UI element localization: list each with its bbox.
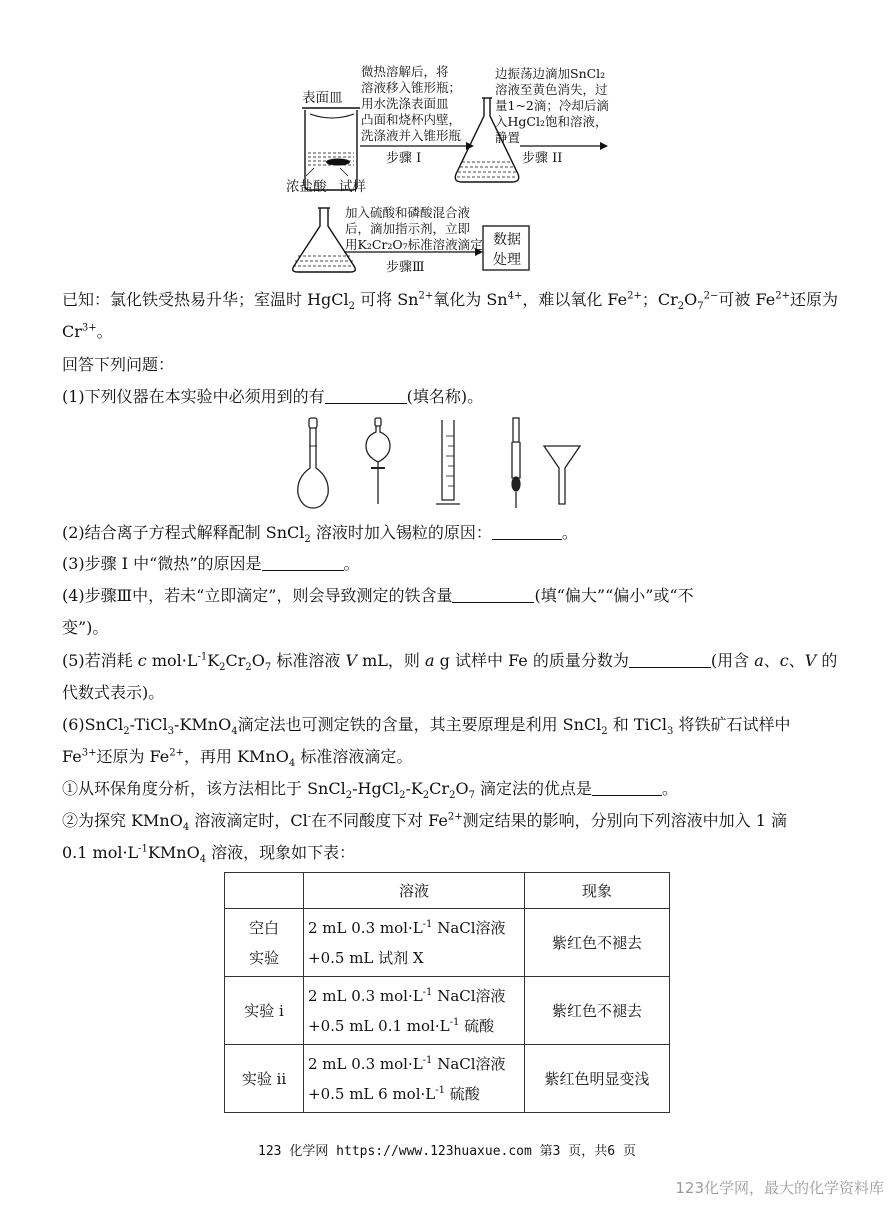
table-header-row: [225, 873, 670, 909]
answer-blank[interactable]: [452, 586, 534, 603]
table-cell-solution: 2 mL 0.3 $mol\cdot L^{-1}$ NaCl溶液 +0.5 mL 试剂 X: [304, 909, 525, 977]
question-3: (3)步骤 I 中“微热”的原因是 。: [62, 554, 360, 573]
answer-blank[interactable]: [592, 779, 662, 796]
question-5-line2: 代数式表示)。: [62, 683, 165, 702]
answer-blank[interactable]: [325, 387, 407, 404]
table-cell-observation: 紫红色不褪去: [525, 909, 670, 977]
step1-label: 步骤 I: [386, 151, 422, 166]
label-sample: 试样: [339, 179, 366, 195]
question-1: (1)下列仪器在本实验中必须用到的有 (填名称)。: [62, 387, 484, 406]
table-header-cell: 溶液: [304, 873, 525, 909]
question-6-2-line2: 0.1 $mol\cdot L^{-1}KMnO_4$ 溶液，现象如下表：: [62, 843, 356, 866]
funnel-icon: [544, 446, 580, 504]
step1-description: 微热溶解后，将 溶液移入锥形瓶； 用水洗涤表面皿 凸面和烧杯内壁， 洗涤液并入锥形瓶: [361, 64, 462, 143]
table-row: [225, 909, 670, 977]
table-cell-solution: 2 mL 0.3 $mol\cdot L^{-1}$ NaCl溶液 +0.5 mL 6 $mol\cdot L^{-1}$ 硫酸: [304, 1045, 525, 1113]
page-footer: 123 化学网 https://www.123huaxue.com 第3 页，共6 页: [258, 1144, 636, 1159]
table-row: [225, 977, 670, 1045]
label-watch-glass: 表面皿: [302, 90, 343, 106]
table-header-cell: 现象: [525, 873, 670, 909]
question-6: (6)SnCl$_2$-TiCl$_3$-KMnO$_4$滴定法也可测定铁的含量，其主要原理是利用 SnCl$_2$ 和 TiCl$_3$ 将铁矿石试样中: [62, 715, 791, 738]
step2-description: 边振荡边滴加SnCl₂ 溶液至黄色消失，过 量1~2滴；冷却后滴 入HgCl₂饱和溶液， 静置: [495, 66, 609, 145]
step3-description: 加入硫酸和磷酸混合液 后，滴加指示剂，立即 用K₂Cr₂O₇标准溶液滴定: [345, 205, 483, 252]
question-5: (5)若消耗 c $mol\cdot L^{-1}K_2Cr_2O_7$ 标准溶液 V mL，则 a g 试样中 Fe 的质量分数为 (用含 a、c、V 的: [62, 651, 838, 674]
table-cell-observation: 紫红色明显变浅: [525, 1045, 670, 1113]
answer-blank[interactable]: [492, 523, 562, 540]
sample-solid-icon: [326, 159, 350, 166]
question-6-1: ①从环保角度分析，该方法相比于 $SnCl_2-HgCl_2-K_2Cr_2O_7$ 滴定法的优点是 。: [62, 779, 679, 802]
question-2: (2)结合离子方程式解释配制 SnCl$_2$ 溶液时加入锡粒的原因： 。: [62, 523, 578, 546]
table-cell-solution: 2 mL 0.3 $mol\cdot L^{-1}$ NaCl溶液 +0.5 mL 0.1 $mol\cdot L^{-1}$ 硫酸: [304, 977, 525, 1045]
step3-label: 步骤Ⅲ: [386, 260, 425, 275]
question-4-line2: 变”)。: [62, 618, 109, 637]
burette-icon: [512, 418, 520, 508]
known-conditions-line2: $Cr^{3+}$。: [62, 322, 113, 341]
watermark: 123化学网，最大的化学资料库: [675, 1179, 884, 1197]
volumetric-flask-icon: [298, 418, 329, 508]
question-6-line2: $Fe^{3+}$还原为 $Fe^{2+}$，再用 KMnO$_4$ 标准溶液滴定。: [62, 747, 413, 770]
label-conc-hcl: 浓盐酸: [286, 179, 327, 195]
answer-blank[interactable]: [262, 554, 344, 571]
table-cell-name: 空白 实验: [225, 909, 304, 977]
table-header-cell: [225, 873, 304, 909]
table-cell-name: 实验 ii: [225, 1045, 304, 1113]
experiment-table: [224, 872, 670, 1113]
answer-blank[interactable]: [629, 651, 711, 668]
apparatus-row: [290, 416, 590, 512]
table-row: [225, 1045, 670, 1113]
graduated-cylinder-icon: [436, 420, 460, 504]
question-6-2: ②为探究 KMnO$_4$ 溶液滴定时，Cl-在不同酸度下对 $Fe^{2+}$测定结果的影响，分别向下列溶液中加入 1 滴: [62, 811, 787, 834]
question-4: (4)步骤Ⅲ中，若未“立即滴定”，则会导致测定的铁含量 (填“偏大”“偏小”或“不: [62, 586, 694, 605]
table-cell-name: 实验 i: [225, 977, 304, 1045]
table-cell-observation: 紫红色不褪去: [525, 977, 670, 1045]
separatory-funnel-icon: [366, 418, 390, 504]
intro-text: 回答下列问题：: [62, 355, 175, 374]
data-processing-label: 数据 处理: [493, 232, 521, 268]
known-conditions: 已知：氯化铁受热易升华；室温时 HgCl$_2$ 可将 $Sn^{2+}$氧化为 $Sn^{4+}$，难以氧化 $Fe^{2+}$；$Cr_2O_7^{2-}$可被 $Fe^{2+}$还原为: [62, 290, 838, 313]
step2-label: 步骤 II: [522, 151, 563, 166]
